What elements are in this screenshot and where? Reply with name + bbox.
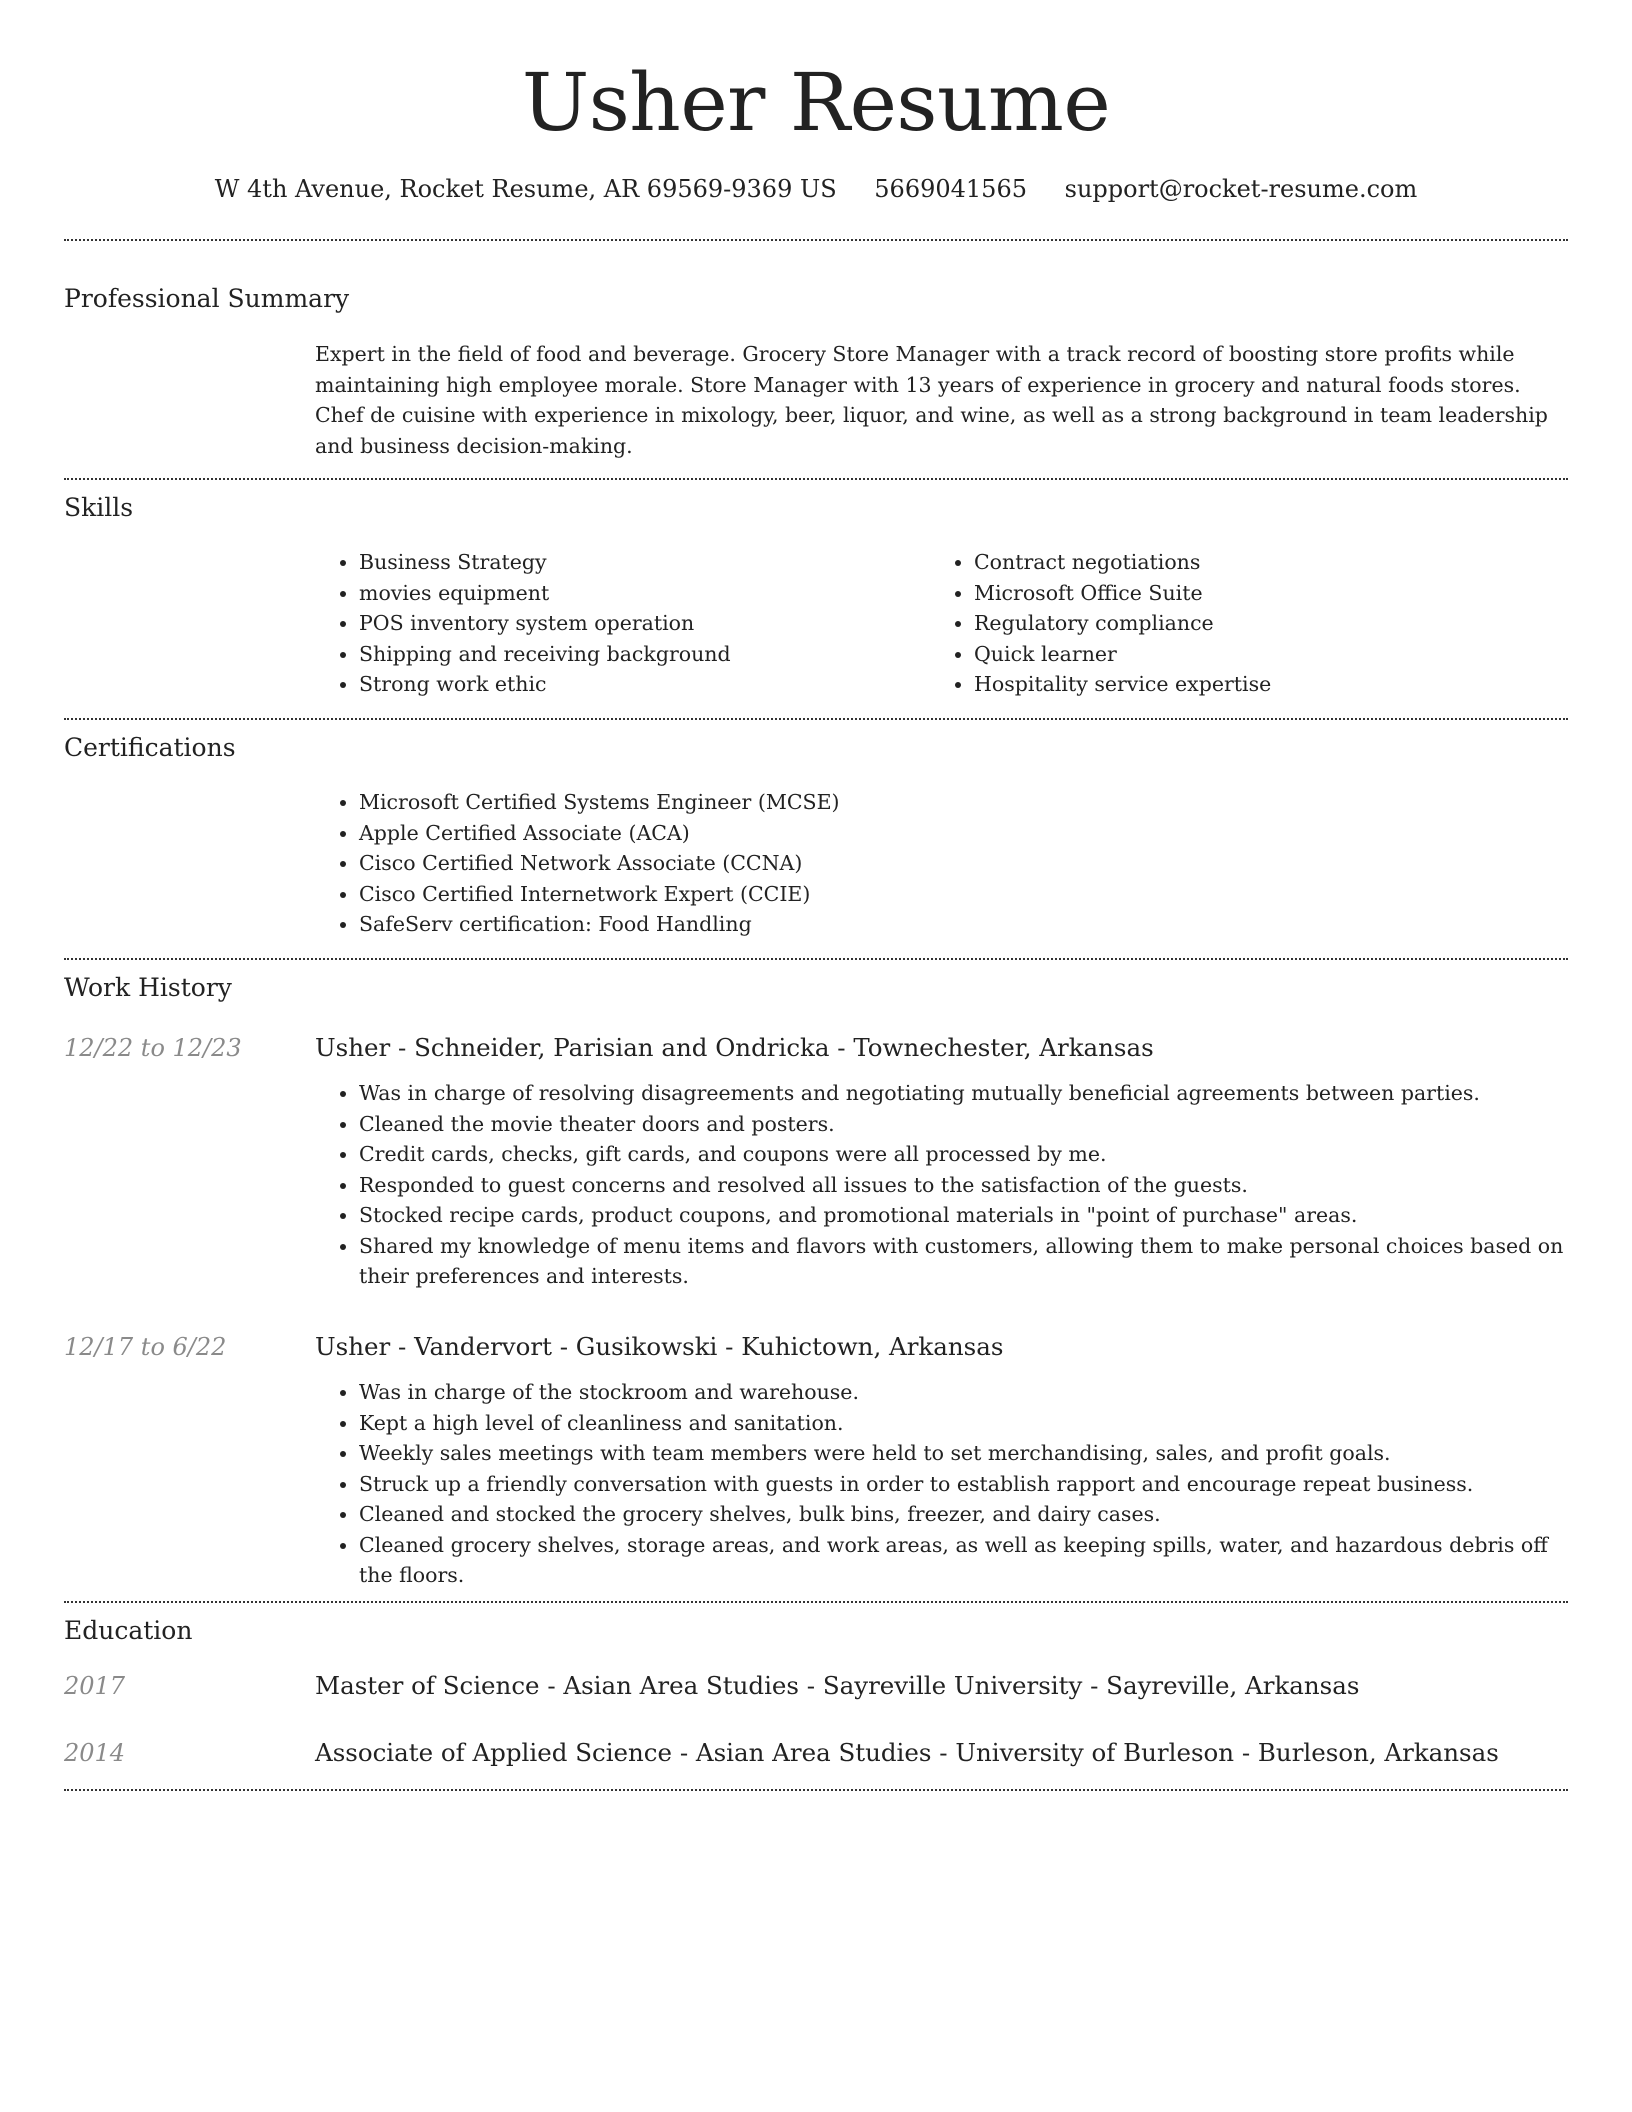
certification-item: • Apple Certified Associate (ACA)	[359, 818, 1568, 849]
section-divider	[64, 958, 1568, 960]
job-dates: 12/17 to 6/22	[64, 1333, 227, 1361]
job-duty: • Was in charge of resolving disagreements and negotiating mutually beneficial agreements between parties.	[359, 1078, 1568, 1109]
job-title: Usher - Schneider, Parisian and Ondricka - Townechester, Arkansas	[315, 1033, 1154, 1062]
contact-phone: 5669041565	[874, 175, 1027, 203]
job-entry	[315, 1030, 1568, 1292]
summary-text: Expert in the field of food and beverage. Grocery Store Manager with a track record of boosting store profits while maintaining high employee morale. Store Manager with 13 years of experience in grocery and natural foods stores. Chef de cuisine with experience in mixology, beer, liquor, and wine, as well as a strong background in team leadership and business decision-making.	[315, 342, 1548, 458]
skill-item: • Regulatory compliance	[974, 608, 1574, 639]
certification-item: • Cisco Certified Network Associate (CCNA)	[359, 848, 1568, 879]
work-history-heading: Work History	[64, 973, 232, 1002]
job-dates: 12/22 to 12/23	[64, 1034, 242, 1062]
job-duty: • Credit cards, checks, gift cards, and coupons were all processed by me.	[359, 1139, 1568, 1170]
skill-item: • Strong work ethic	[359, 669, 959, 700]
certifications-heading: Certifications	[64, 733, 236, 762]
job-duty: • Cleaned the movie theater doors and posters.	[359, 1109, 1568, 1140]
skill-item: • movies equipment	[359, 578, 959, 609]
summary-heading: Professional Summary	[64, 284, 350, 313]
contact-address: W 4th Avenue, Rocket Resume, AR 69569-9369 US	[214, 175, 837, 203]
job-entry	[315, 1329, 1568, 1591]
education-entry	[315, 1668, 1568, 1704]
section-divider	[64, 718, 1568, 720]
resume-title: Usher Resume	[521, 56, 1111, 149]
skills-section	[315, 547, 1568, 707]
job-duty: • Was in charge of the stockroom and warehouse.	[359, 1377, 1568, 1408]
education-heading: Education	[64, 1616, 193, 1645]
certification-item: • SafeServ certification: Food Handling	[359, 909, 1568, 940]
education-year: 2017	[64, 1672, 126, 1700]
job-duty: • Struck up a friendly conversation with guests in order to establish rapport and encourage repeat business.	[359, 1469, 1568, 1500]
certifications-list	[315, 787, 1568, 940]
contact-email: support@rocket-resume.com	[1064, 175, 1418, 203]
certifications-section	[315, 787, 1568, 940]
job-duty: • Cleaned grocery shelves, storage areas, and work areas, as well as keeping spills, water, and hazardous debris off the floors.	[359, 1530, 1568, 1591]
section-divider	[64, 478, 1568, 480]
skill-item: • Business Strategy	[359, 547, 959, 578]
skill-item: • Microsoft Office Suite	[974, 578, 1574, 609]
skills-list-right	[930, 547, 1574, 700]
job-duty: • Kept a high level of cleanliness and sanitation.	[359, 1408, 1568, 1439]
job-duty: • Cleaned and stocked the grocery shelves, bulk bins, freezer, and dairy cases.	[359, 1499, 1568, 1530]
skill-item: • Hospitality service expertise	[974, 669, 1574, 700]
education-entry	[315, 1735, 1568, 1771]
certification-item: • Cisco Certified Internetwork Expert (CCIE)	[359, 879, 1568, 910]
job-duty: • Stocked recipe cards, product coupons, and promotional materials in "point of purchase" areas.	[359, 1200, 1568, 1231]
section-divider	[64, 1601, 1568, 1603]
education-school: - Sayreville University - Sayreville, Arkansas	[798, 1671, 1360, 1700]
section-divider	[64, 1789, 1568, 1791]
skill-item: • Shipping and receiving background	[359, 639, 959, 670]
job-duty: • Shared my knowledge of menu items and flavors with customers, allowing them to make personal choices based on their preferences and interests.	[359, 1231, 1568, 1292]
education-degree: Associate of Applied Science - Asian Area Studies	[315, 1738, 932, 1767]
skills-list-left	[315, 547, 959, 700]
job-duties-list	[315, 1078, 1568, 1292]
job-duty: • Responded to guest concerns and resolved all issues to the satisfaction of the guests.	[359, 1170, 1568, 1201]
summary-section	[315, 339, 1568, 461]
job-duties-list	[315, 1377, 1568, 1591]
skill-item: • Quick learner	[974, 639, 1574, 670]
job-duty: • Weekly sales meetings with team members were held to set merchandising, sales, and profit goals.	[359, 1438, 1568, 1469]
education-year: 2014	[64, 1739, 126, 1767]
education-school: - University of Burleson - Burleson, Arkansas	[931, 1738, 1499, 1767]
job-title: Usher - Vandervort - Gusikowski - Kuhictown, Arkansas	[315, 1332, 1004, 1361]
section-divider	[64, 239, 1568, 241]
education-degree: Master of Science - Asian Area Studies	[315, 1671, 799, 1700]
certification-item: • Microsoft Certified Systems Engineer (MCSE)	[359, 787, 1568, 818]
skills-heading: Skills	[64, 493, 134, 522]
contact-line	[64, 168, 1568, 210]
skill-item: • Contract negotiations	[974, 547, 1574, 578]
skill-item: • POS inventory system operation	[359, 608, 959, 639]
